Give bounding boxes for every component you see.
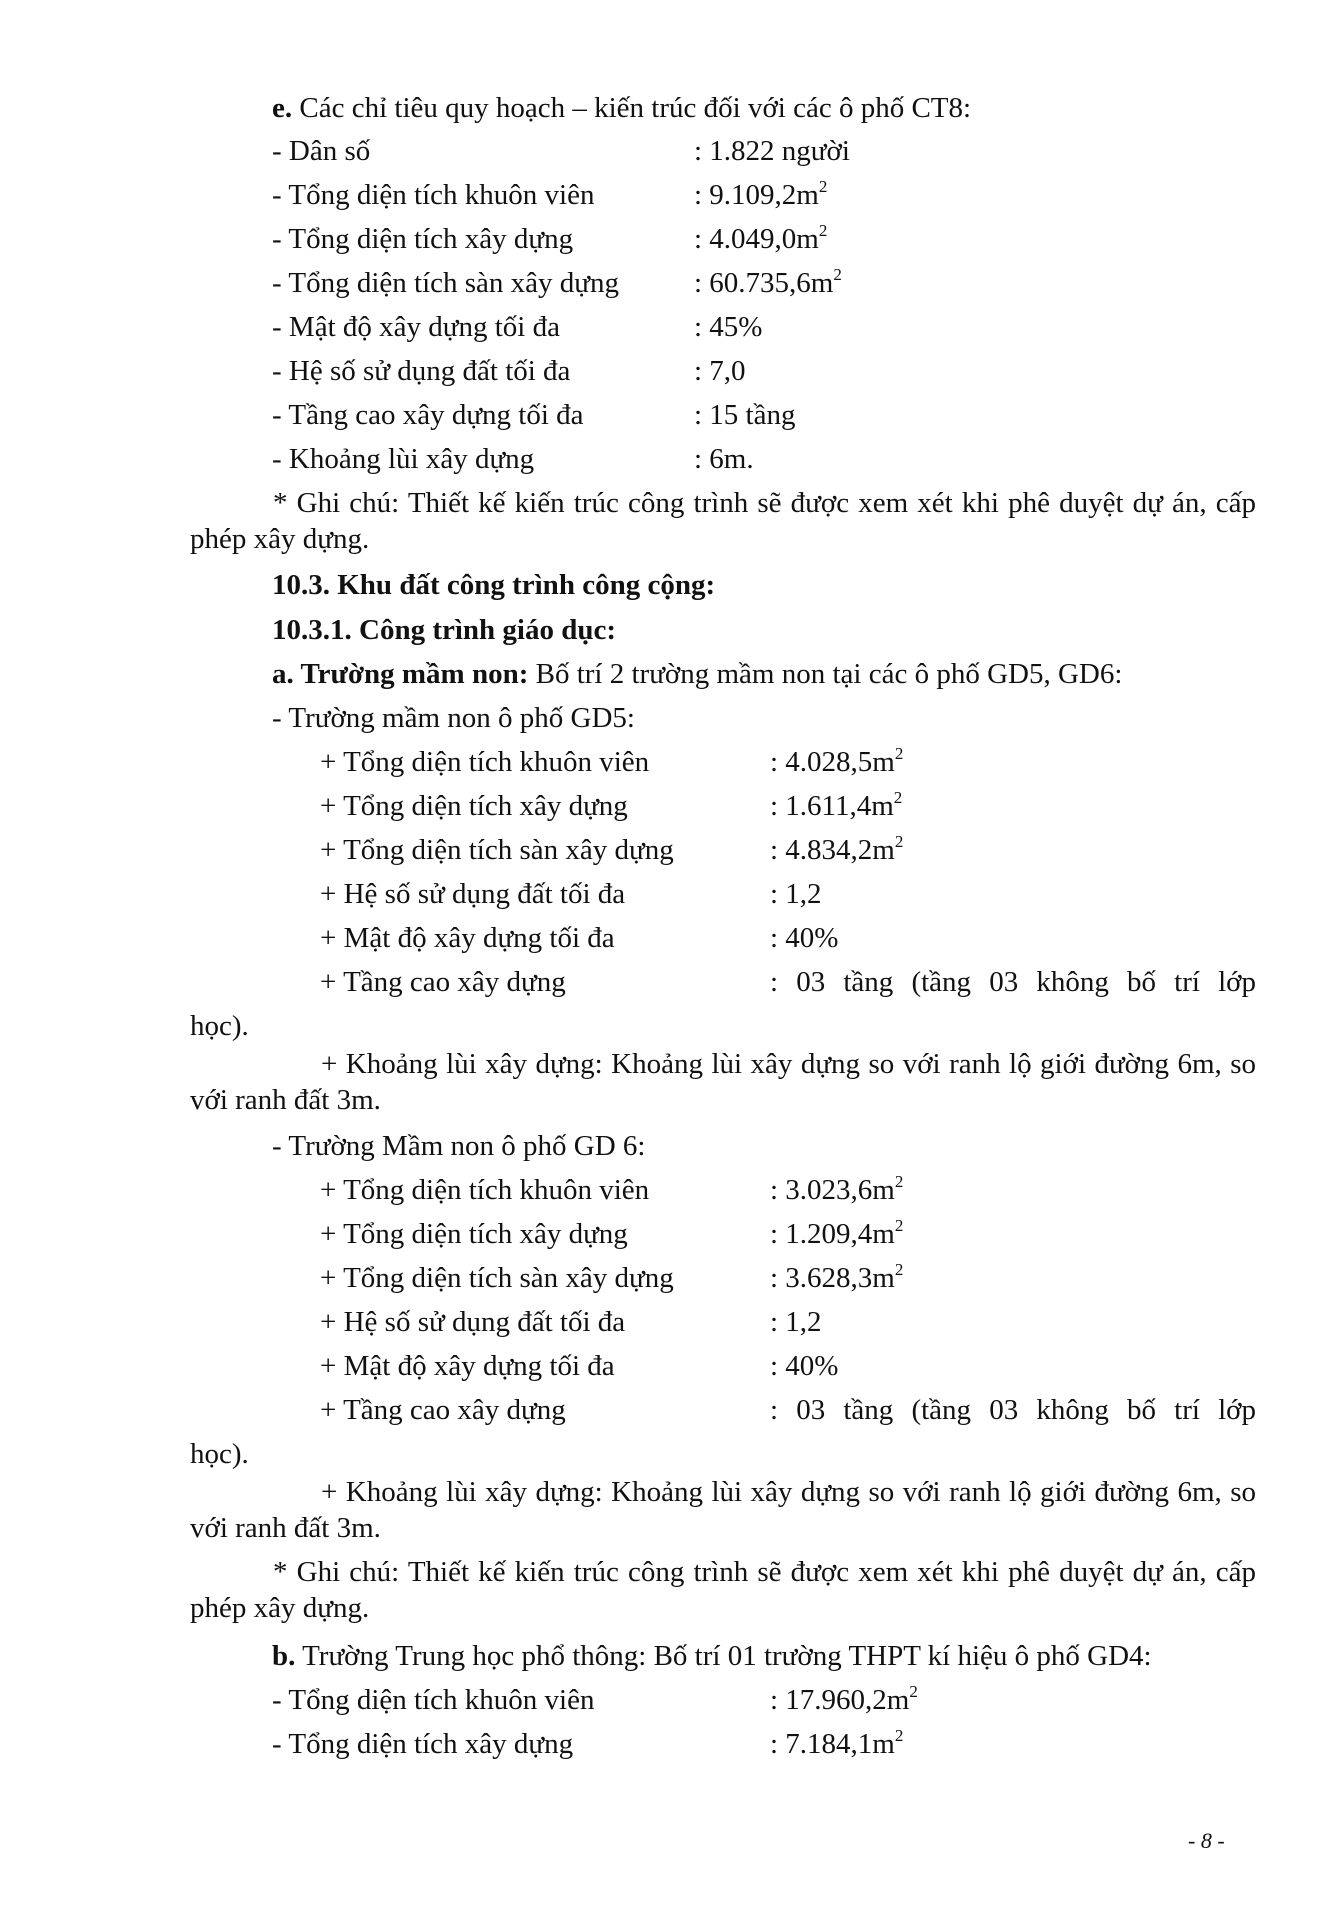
gd5-row-label: + Hệ số sử dụng đất tối đa: [320, 878, 626, 910]
gd6-row-value: : $3.023,6m^2$: [770, 1172, 904, 1206]
gd6-setback: + Khoảng lùi xây dựng: Khoảng lùi xây dựng so với ranh lộ giới đường 6m, so với ranh đất 3m.: [190, 1476, 1256, 1544]
highschool-intro: b. Trường Trung học phổ thông: Bố trí 01 trường THPT kí hiệu ô phố GD4:: [272, 1640, 1152, 1672]
ct8-heading: [272, 90, 971, 126]
gd6-floors-continuation: học).: [190, 1438, 249, 1470]
ct8-row-value: : 6m.: [694, 443, 754, 475]
ct8-heading-label: e.: [272, 92, 293, 124]
ct8-row-label: - Tổng diện tích khuôn viên: [272, 179, 595, 211]
gd5-floors-value: : 03 tầng (tầng 03 không bố trí lớp: [770, 966, 1256, 998]
ct8-row-label: - Tổng diện tích xây dựng: [272, 223, 574, 255]
gd5-title: - Trường mầm non ô phố GD5:: [272, 702, 635, 734]
ct8-row-value: : 1.822 người: [694, 135, 850, 167]
gd5-row-value: : 1,2: [770, 878, 822, 910]
gd6-floors-value: : 03 tầng (tầng 03 không bố trí lớp: [770, 1394, 1256, 1426]
ct8-row-label: - Khoảng lùi xây dựng: [272, 443, 535, 475]
highschool-row-value: : $7.184,1m^2$: [770, 1726, 904, 1760]
ct8-row-label: - Tầng cao xây dựng tối đa: [272, 399, 584, 431]
ct8-row-label: - Dân số: [272, 135, 371, 167]
gd5-row-value: : $4.834,2m^2$: [770, 832, 904, 866]
gd5-row-value: : $1.611,4m^2$: [770, 788, 903, 822]
gd6-row-label: + Tổng diện tích xây dựng: [320, 1218, 628, 1250]
gd6-row-label: + Hệ số sử dụng đất tối đa: [320, 1306, 626, 1338]
section-heading-10-3-1: 10.3.1. Công trình giáo dục:: [272, 614, 617, 646]
ct8-row-label: - Tổng diện tích sàn xây dựng: [272, 267, 620, 299]
gd5-floors-continuation: học).: [190, 1010, 249, 1042]
gd6-row-label: + Tổng diện tích khuôn viên: [320, 1174, 650, 1206]
gd6-row-value: : $1.209,4m^2$: [770, 1216, 904, 1250]
gd5-row-label: + Mật độ xây dựng tối đa: [320, 922, 615, 954]
highschool-row-label: - Tổng diện tích xây dựng: [272, 1728, 574, 1760]
ct8-row-value: : $4.049,0m^2$: [694, 221, 828, 255]
ct8-note: * Ghi chú: Thiết kế kiến trúc công trình sẽ được xem xét khi phê duyệt dự án, cấp phép xây dựng.: [190, 487, 1256, 555]
gd5-row-label: + Tổng diện tích sàn xây dựng: [320, 834, 674, 866]
highschool-row-label: - Tổng diện tích khuôn viên: [272, 1684, 595, 1716]
gd6-title: - Trường Mầm non ô phố GD 6:: [272, 1130, 646, 1162]
gd5-row-label: + Tổng diện tích khuôn viên: [320, 746, 650, 778]
kindergarten-note: * Ghi chú: Thiết kế kiến trúc công trình sẽ được xem xét khi phê duyệt dự án, cấp phép xây dựng.: [190, 1556, 1256, 1624]
gd5-row-value: : $4.028,5m^2$: [770, 744, 904, 778]
ct8-row-value: : 15 tầng: [694, 399, 796, 431]
gd6-row-value: : 1,2: [770, 1306, 822, 1338]
section-heading-10-3: 10.3. Khu đất công trình công cộng:: [272, 569, 716, 601]
gd5-row-label: + Tổng diện tích xây dựng: [320, 790, 628, 822]
gd6-row-value: : 40%: [770, 1350, 839, 1382]
ct8-row-value: : 45%: [694, 311, 763, 343]
gd6-row-value: : $3.628,3m^2$: [770, 1260, 904, 1294]
kindergarten-intro: a. Trường mầm non: Bố trí 2 trường mầm non tại các ô phố GD5, GD6:: [272, 658, 1123, 690]
ct8-row-value: : 7,0: [694, 355, 746, 387]
gd6-row-label: + Tổng diện tích sàn xây dựng: [320, 1262, 674, 1294]
highschool-row-value: : $17.960,2m^2$: [770, 1682, 918, 1716]
ct8-row-value: : $9.109,2m^2$: [694, 177, 828, 211]
ct8-row-value: : $60.735,6m^2$: [694, 265, 842, 299]
gd5-floors-label: + Tầng cao xây dựng: [320, 966, 566, 998]
ct8-row-label: - Mật độ xây dựng tối đa: [272, 311, 560, 343]
ct8-heading-text: Các chỉ tiêu quy hoạch – kiến trúc đối với các ô phố CT8:: [292, 92, 972, 124]
ct8-row-label: - Hệ số sử dụng đất tối đa: [272, 355, 571, 387]
gd6-floors-label: + Tầng cao xây dựng: [320, 1394, 566, 1426]
gd5-setback: + Khoảng lùi xây dựng: Khoảng lùi xây dựng so với ranh lộ giới đường 6m, so với ranh đất 3m.: [190, 1048, 1256, 1116]
gd6-row-label: + Mật độ xây dựng tối đa: [320, 1350, 615, 1382]
page-number: - 8 -: [1188, 1828, 1225, 1853]
gd5-row-value: : 40%: [770, 922, 839, 954]
